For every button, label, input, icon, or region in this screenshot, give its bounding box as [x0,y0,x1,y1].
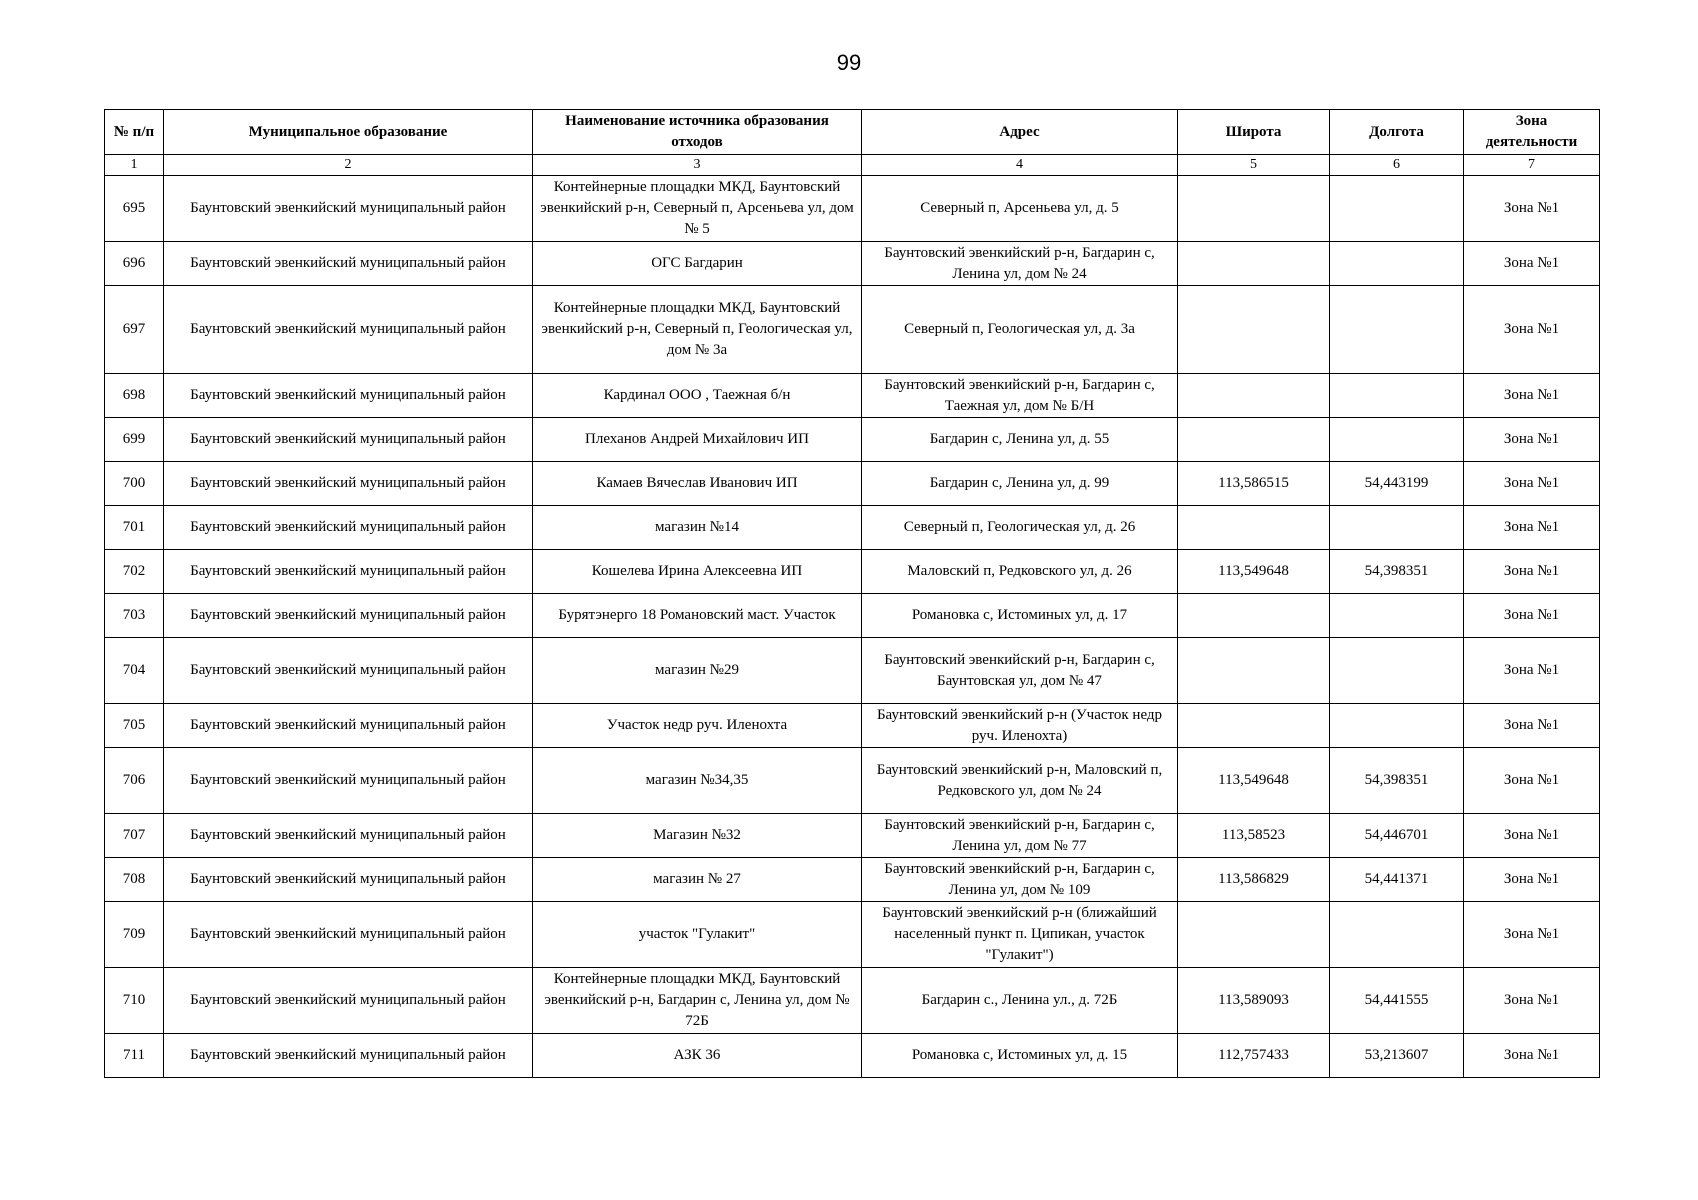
column-number: 4 [862,155,1178,176]
row-latitude [1178,374,1330,418]
row-zone: Зона №1 [1464,814,1600,858]
column-number: 6 [1330,155,1464,176]
row-source: участок "Гулакит" [533,902,862,968]
row-address: Баунтовский эвенкийский р-н (ближайший населенный пункт п. Ципикан, участок "Гулакит") [862,902,1178,968]
row-source: Бурятэнерго 18 Романовский маст. Участок [533,594,862,638]
column-number-row [105,155,1600,176]
row-zone: Зона №1 [1464,462,1600,506]
row-source: ОГС Багдарин [533,242,862,286]
column-number: 5 [1178,155,1330,176]
table-row [105,550,1600,594]
row-source: Участок недр руч. Иленохта [533,704,862,748]
row-latitude: 113,586515 [1178,462,1330,506]
row-address: Баунтовский эвенкийский р-н, Багдарин с, Ленина ул, дом № 109 [862,858,1178,902]
row-address: Романовка с, Истоминых ул, д. 17 [862,594,1178,638]
row-zone: Зона №1 [1464,418,1600,462]
row-zone: Зона №1 [1464,968,1600,1034]
table-row [105,814,1600,858]
row-longitude [1330,506,1464,550]
row-number: 701 [105,506,164,550]
row-source: Магазин №32 [533,814,862,858]
row-longitude [1330,704,1464,748]
row-municipality: Баунтовский эвенкийский муниципальный район [164,594,533,638]
row-number: 708 [105,858,164,902]
row-municipality: Баунтовский эвенкийский муниципальный район [164,748,533,814]
row-source: магазин №14 [533,506,862,550]
row-municipality: Баунтовский эвенкийский муниципальный район [164,704,533,748]
header-latitude: Широта [1178,110,1330,155]
row-address: Северный п, Геологическая ул, д. 3а [862,286,1178,374]
row-latitude: 112,757433 [1178,1034,1330,1078]
page-number: 99 [836,50,862,75]
column-number: 1 [105,155,164,176]
row-zone: Зона №1 [1464,506,1600,550]
row-source: Камаев Вячеслав Иванович ИП [533,462,862,506]
row-longitude [1330,638,1464,704]
row-latitude [1178,902,1330,968]
row-municipality: Баунтовский эвенкийский муниципальный район [164,902,533,968]
row-source: Контейнерные площадки МКД, Баунтовский эвенкийский р-н, Северный п, Геологическая ул, дом № 3а [533,286,862,374]
row-source: Контейнерные площадки МКД, Баунтовский эвенкийский р-н, Северный п, Арсеньева ул, дом № 5 [533,176,862,242]
row-number: 709 [105,902,164,968]
row-longitude: 54,443199 [1330,462,1464,506]
row-latitude: 113,586829 [1178,858,1330,902]
row-number: 699 [105,418,164,462]
header-longitude: Долгота [1330,110,1464,155]
row-address: Багдарин с., Ленина ул., д. 72Б [862,968,1178,1034]
row-zone: Зона №1 [1464,594,1600,638]
row-municipality: Баунтовский эвенкийский муниципальный район [164,418,533,462]
row-longitude: 54,398351 [1330,748,1464,814]
row-latitude [1178,418,1330,462]
row-latitude [1178,242,1330,286]
row-source: Кардинал ООО , Таежная б/н [533,374,862,418]
row-source: АЗК 36 [533,1034,862,1078]
table-row [105,506,1600,550]
row-zone: Зона №1 [1464,902,1600,968]
row-address: Баунтовский эвенкийский р-н, Багдарин с, Таежная ул, дом № Б/Н [862,374,1178,418]
table-row [105,858,1600,902]
row-number: 710 [105,968,164,1034]
table-row [105,418,1600,462]
row-zone: Зона №1 [1464,242,1600,286]
table-row [105,374,1600,418]
row-longitude [1330,374,1464,418]
row-address: Баунтовский эвенкийский р-н, Багдарин с, Баунтовская ул, дом № 47 [862,638,1178,704]
row-zone: Зона №1 [1464,858,1600,902]
row-address: Северный п, Арсеньева ул, д. 5 [862,176,1178,242]
row-address: Баунтовский эвенкийский р-н, Багдарин с, Ленина ул, дом № 77 [862,814,1178,858]
row-address: Маловский п, Редковского ул, д. 26 [862,550,1178,594]
row-number: 705 [105,704,164,748]
row-municipality: Баунтовский эвенкийский муниципальный район [164,814,533,858]
row-longitude [1330,242,1464,286]
row-number: 706 [105,748,164,814]
row-longitude: 54,441371 [1330,858,1464,902]
row-zone: Зона №1 [1464,638,1600,704]
row-municipality: Баунтовский эвенкийский муниципальный район [164,638,533,704]
table-row [105,748,1600,814]
row-source: Кошелева Ирина Алексеевна ИП [533,550,862,594]
row-address: Багдарин с, Ленина ул, д. 99 [862,462,1178,506]
table-row [105,242,1600,286]
row-longitude: 54,446701 [1330,814,1464,858]
row-number: 700 [105,462,164,506]
row-municipality: Баунтовский эвенкийский муниципальный район [164,858,533,902]
table-row [105,1034,1600,1078]
table-row [105,704,1600,748]
row-longitude [1330,902,1464,968]
row-zone: Зона №1 [1464,374,1600,418]
table-row [105,176,1600,242]
row-longitude [1330,418,1464,462]
column-number: 3 [533,155,862,176]
row-municipality: Баунтовский эвенкийский муниципальный район [164,242,533,286]
header-municipality: Муниципальное образование [164,110,533,155]
row-address: Романовка с, Истоминых ул, д. 15 [862,1034,1178,1078]
row-number: 702 [105,550,164,594]
header-number: № п/п [105,110,164,155]
row-longitude: 54,441555 [1330,968,1464,1034]
row-longitude: 53,213607 [1330,1034,1464,1078]
row-number: 703 [105,594,164,638]
row-latitude [1178,638,1330,704]
row-latitude [1178,506,1330,550]
row-zone: Зона №1 [1464,286,1600,374]
row-latitude [1178,704,1330,748]
row-zone: Зона №1 [1464,704,1600,748]
row-number: 704 [105,638,164,704]
table-row [105,462,1600,506]
row-municipality: Баунтовский эвенкийский муниципальный район [164,1034,533,1078]
row-zone: Зона №1 [1464,550,1600,594]
row-longitude [1330,286,1464,374]
row-municipality: Баунтовский эвенкийский муниципальный район [164,374,533,418]
row-number: 698 [105,374,164,418]
row-source: магазин №34,35 [533,748,862,814]
row-number: 707 [105,814,164,858]
header-source: Наименование источника образования отходов [533,110,862,155]
row-zone: Зона №1 [1464,176,1600,242]
row-municipality: Баунтовский эвенкийский муниципальный район [164,286,533,374]
row-longitude [1330,594,1464,638]
row-number: 711 [105,1034,164,1078]
row-zone: Зона №1 [1464,748,1600,814]
row-municipality: Баунтовский эвенкийский муниципальный район [164,462,533,506]
header-address: Адрес [862,110,1178,155]
table-row [105,594,1600,638]
row-latitude: 113,549648 [1178,550,1330,594]
row-source: магазин №29 [533,638,862,704]
row-latitude [1178,176,1330,242]
header-row [105,110,1600,155]
row-number: 696 [105,242,164,286]
row-source: Плеханов Андрей Михайлович ИП [533,418,862,462]
table-row [105,286,1600,374]
row-municipality: Баунтовский эвенкийский муниципальный район [164,176,533,242]
row-source: Контейнерные площадки МКД, Баунтовский эвенкийский р-н, Багдарин с, Ленина ул, дом № 72Б [533,968,862,1034]
row-latitude: 113,549648 [1178,748,1330,814]
table-row [105,968,1600,1034]
row-zone: Зона №1 [1464,1034,1600,1078]
row-address: Баунтовский эвенкийский р-н, Багдарин с, Ленина ул, дом № 24 [862,242,1178,286]
waste-sources-table [104,109,1600,1078]
row-municipality: Баунтовский эвенкийский муниципальный район [164,968,533,1034]
column-number: 2 [164,155,533,176]
row-latitude [1178,594,1330,638]
row-latitude: 113,58523 [1178,814,1330,858]
row-address: Северный п, Геологическая ул, д. 26 [862,506,1178,550]
row-municipality: Баунтовский эвенкийский муниципальный район [164,550,533,594]
row-number: 697 [105,286,164,374]
row-latitude [1178,286,1330,374]
row-municipality: Баунтовский эвенкийский муниципальный район [164,506,533,550]
row-address: Баунтовский эвенкийский р-н (Участок недр руч. Иленохта) [862,704,1178,748]
row-longitude: 54,398351 [1330,550,1464,594]
table-row [105,638,1600,704]
header-zone: Зона деятельности [1464,110,1600,155]
row-address: Багдарин с, Ленина ул, д. 55 [862,418,1178,462]
row-address: Баунтовский эвенкийский р-н, Маловский п, Редковского ул, дом № 24 [862,748,1178,814]
column-number: 7 [1464,155,1600,176]
row-longitude [1330,176,1464,242]
row-latitude: 113,589093 [1178,968,1330,1034]
row-number: 695 [105,176,164,242]
row-source: магазин № 27 [533,858,862,902]
table-row [105,902,1600,968]
